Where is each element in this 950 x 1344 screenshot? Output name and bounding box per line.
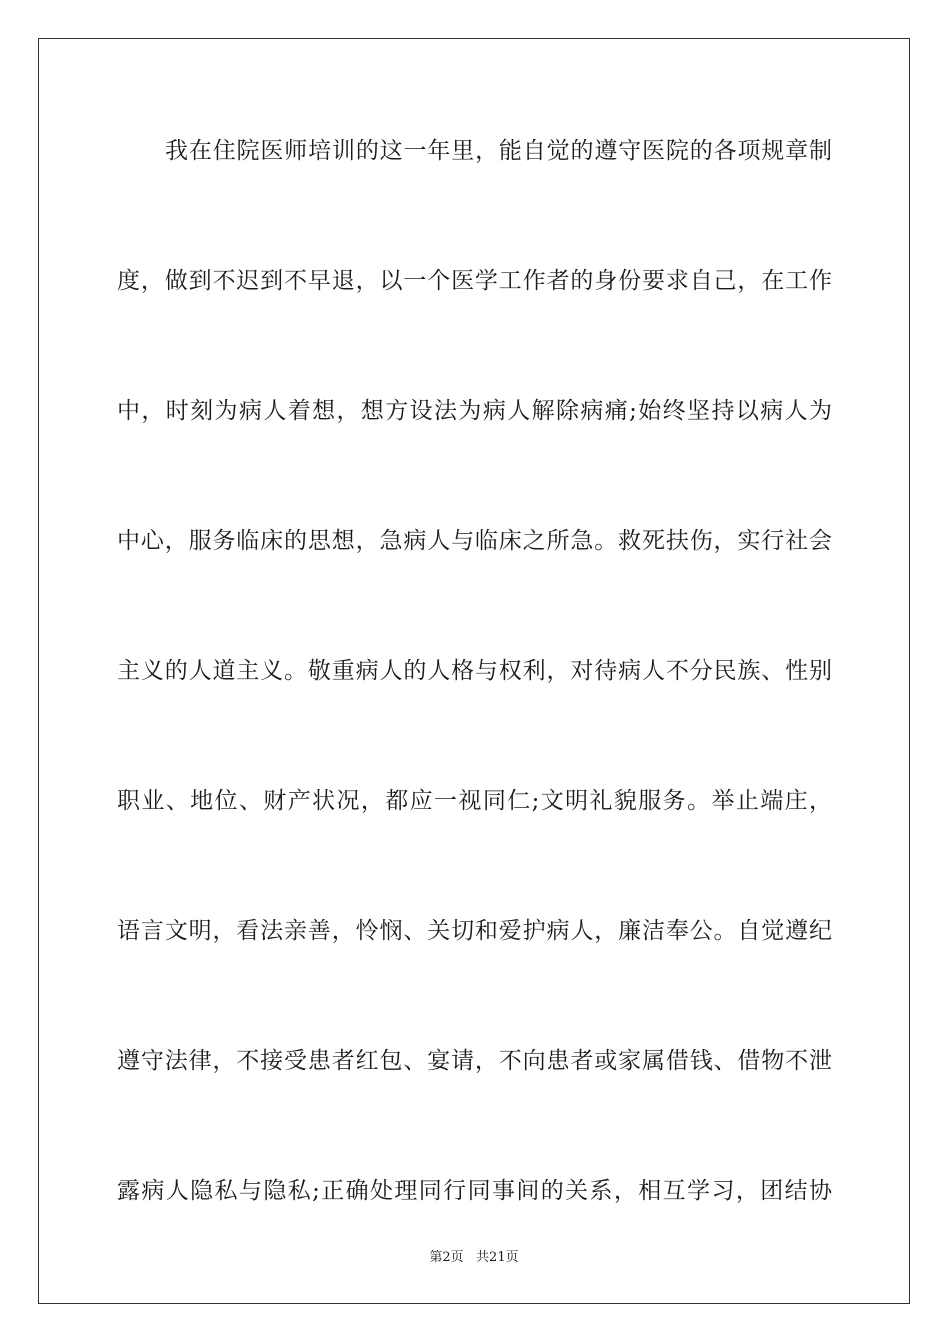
- document-page: [38, 38, 910, 1304]
- paragraph-line: 遵守法律，不接受患者红包、宴请，不向患者或家属借钱、借物不泄: [117, 1048, 832, 1074]
- paragraph-line: 中，时刻为病人着想，想方设法为病人解除病痛;始终坚持以病人为: [117, 398, 832, 424]
- paragraph-line: 主义的人道主义。敬重病人的人格与权利，对待病人不分民族、性别: [117, 658, 832, 684]
- paragraph-line: 我在住院医师培训的这一年里，能自觉的遵守医院的各项规章制: [165, 138, 832, 164]
- page-number-footer: 第2页 共21页: [429, 1250, 519, 1265]
- paragraph-line: 度，做到不迟到不早退，以一个医学工作者的身份要求自己，在工作: [117, 268, 832, 294]
- paragraph-line: 职业、地位、财产状况，都应一视同仁;文明礼貌服务。举止端庄，: [117, 788, 832, 814]
- paragraph-line: 语言文明，看法亲善，怜悯、关切和爱护病人，廉洁奉公。自觉遵纪: [117, 918, 832, 944]
- paragraph-line: 中心，服务临床的思想，急病人与临床之所急。救死扶伤，实行社会: [117, 528, 832, 554]
- paragraph-line: 露病人隐私与隐私;正确处理同行同事间的关系，相互学习，团结协: [117, 1178, 832, 1204]
